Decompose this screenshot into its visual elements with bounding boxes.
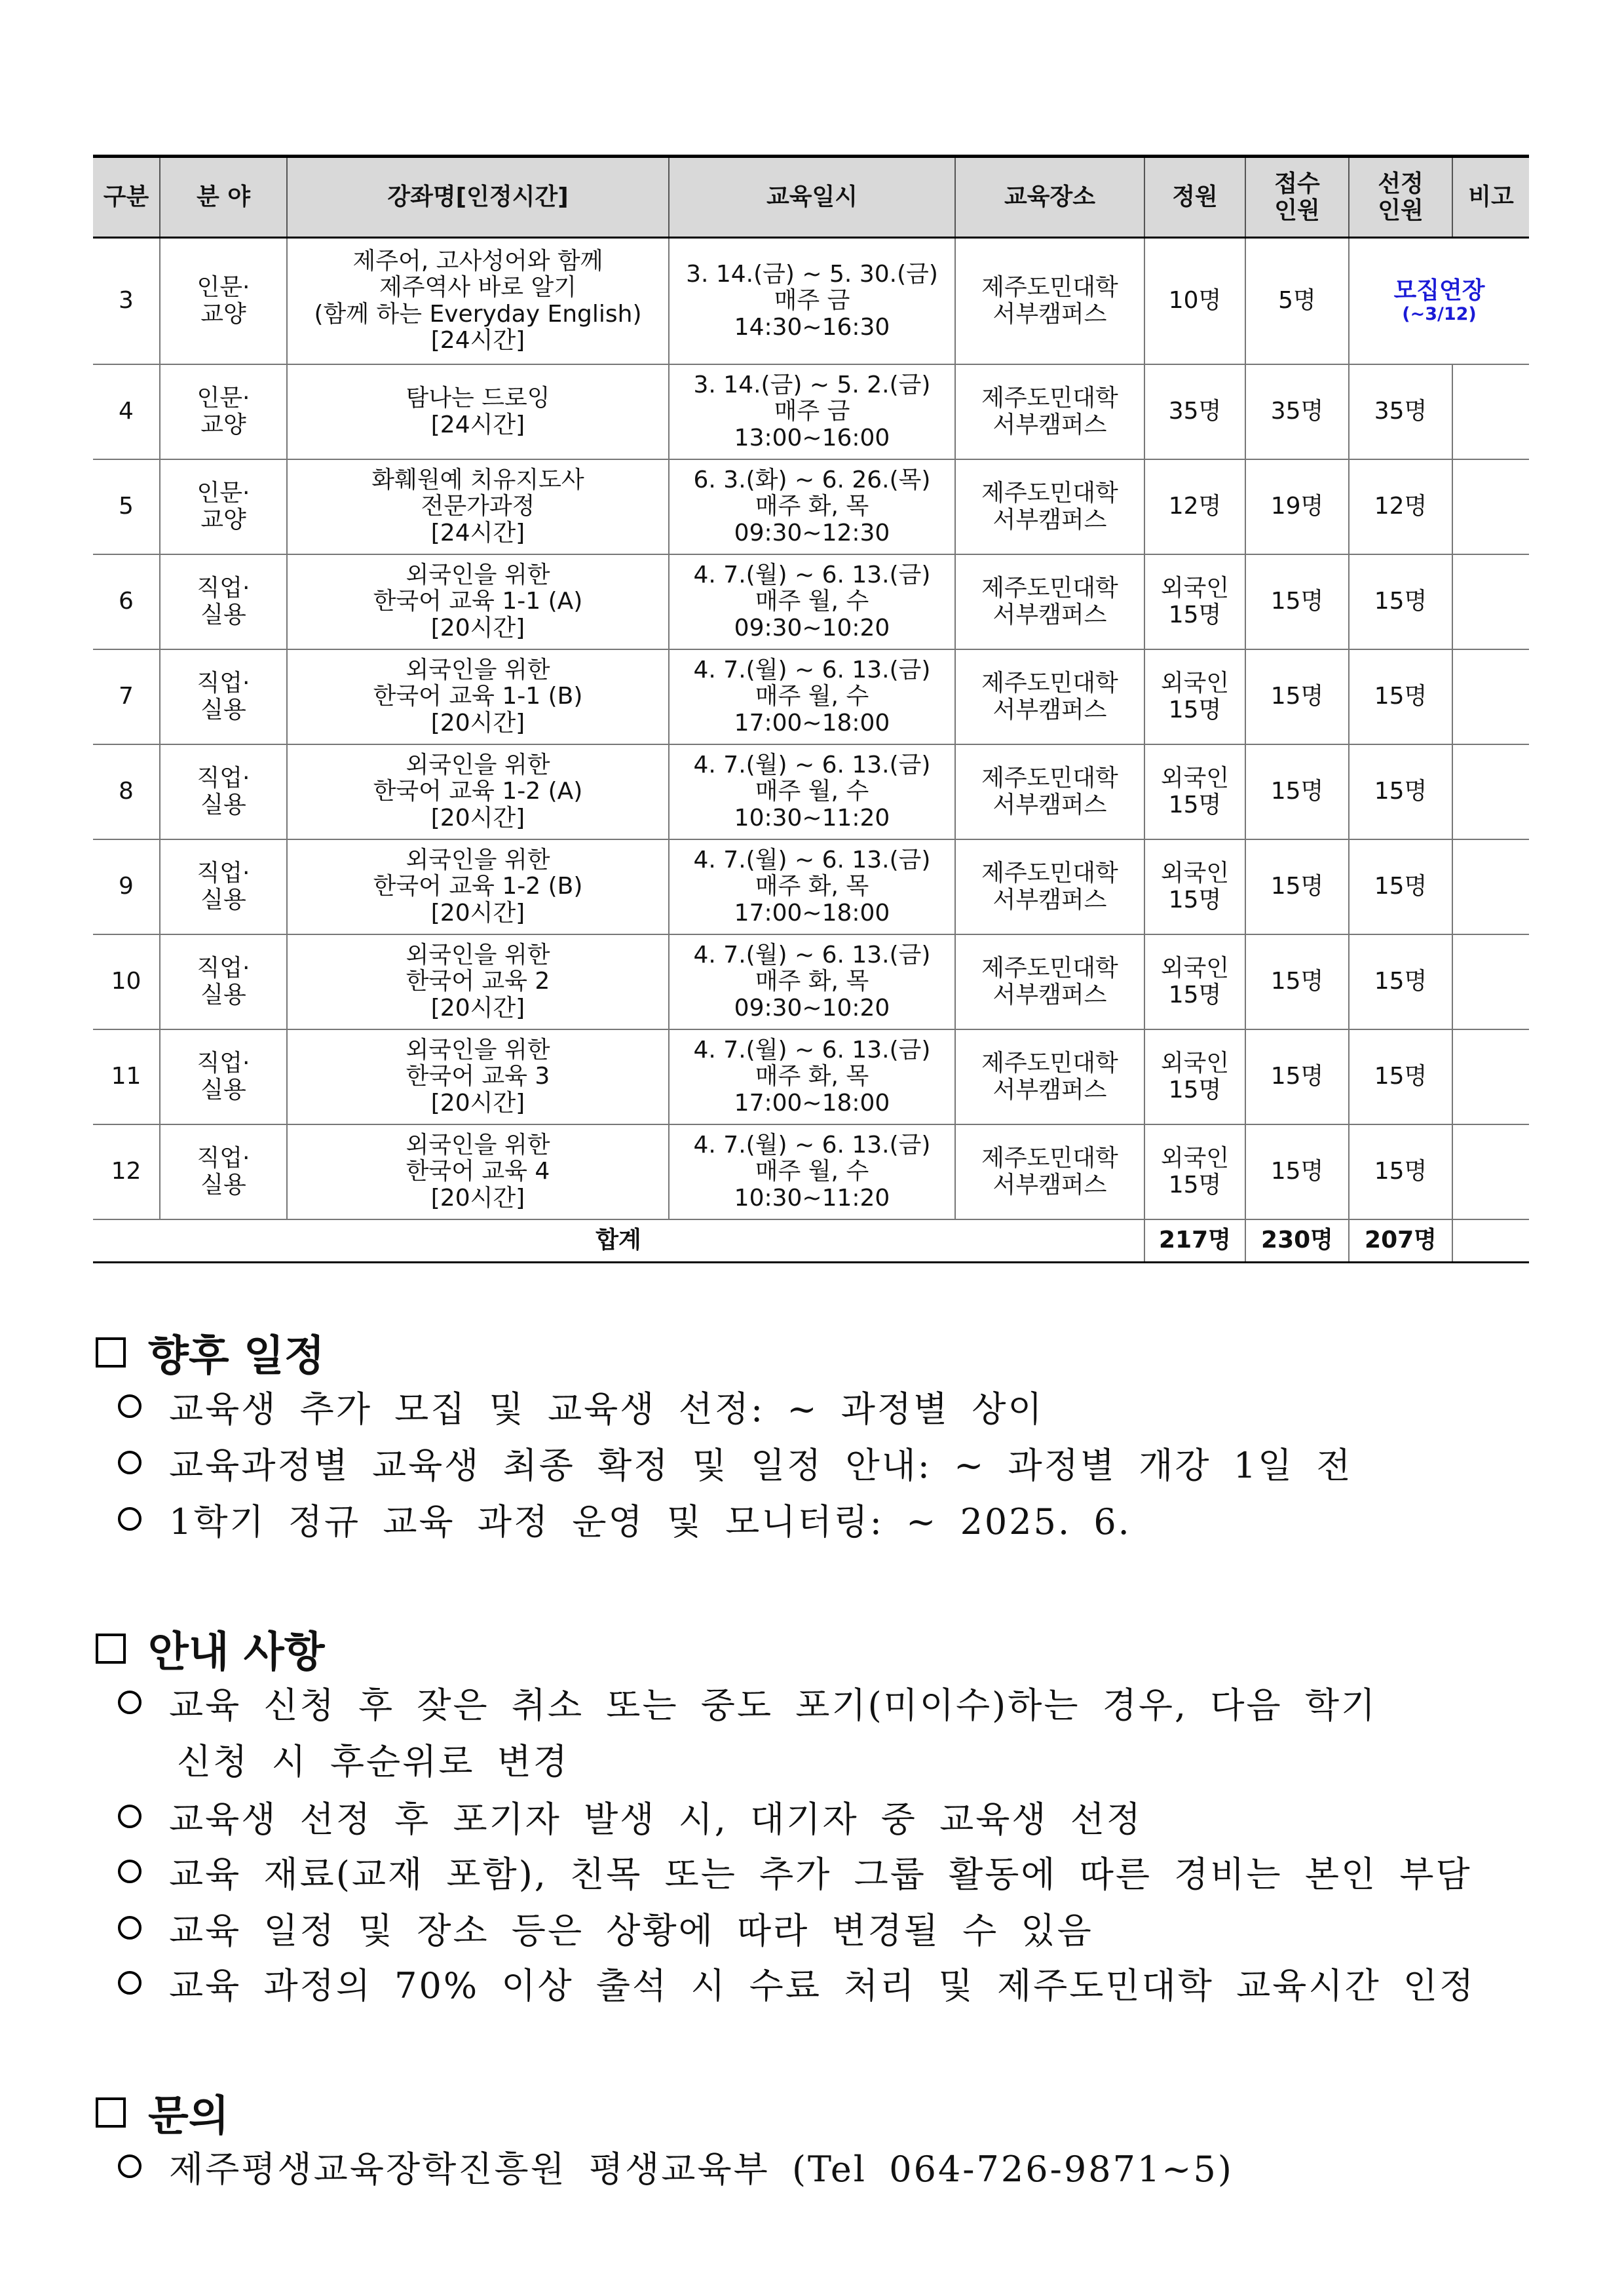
- course-cell-line: [24시간]: [430, 326, 525, 354]
- row-no: 11: [93, 1029, 160, 1124]
- place-cell-line: 제주도민대학: [981, 1050, 1118, 1077]
- header-selected: [1349, 157, 1452, 238]
- bullet-item: [118, 1846, 1472, 1897]
- field-cell-line: 실용: [200, 601, 246, 628]
- field-cell: [160, 744, 287, 839]
- header-selected-line2: 인원: [1378, 197, 1424, 224]
- place-cell-line: 서부캠퍼스: [992, 791, 1107, 818]
- total-selected: 207명: [1349, 1219, 1452, 1263]
- square-bullet-icon: [96, 1337, 126, 1368]
- schedule-cell-line: 09:30~10:20: [734, 994, 890, 1022]
- place-cell-line: 서부캠퍼스: [992, 886, 1107, 913]
- capacity-cell-line: 외국인: [1160, 765, 1230, 792]
- field-cell-line: 실용: [200, 696, 246, 723]
- course-cell: [287, 934, 669, 1029]
- table-row: [93, 649, 1529, 744]
- note-cell: [1452, 649, 1529, 744]
- bullet-item: [118, 2141, 1234, 2192]
- schedule-cell-line: 매주 월, 수: [755, 1158, 869, 1185]
- schedule-cell-line: 4. 7.(월) ~ 6. 13.(금): [693, 942, 931, 969]
- header-schedule: 교육일시: [669, 157, 955, 238]
- schedule-cell-line: 4. 7.(월) ~ 6. 13.(금): [693, 657, 931, 684]
- field-cell: [160, 1124, 287, 1219]
- schedule-cell: [669, 459, 955, 554]
- section-title-text: 향후 일정: [148, 1332, 325, 1381]
- field-cell-line: 실용: [200, 1171, 246, 1198]
- table-row: [93, 238, 1529, 365]
- table-header-row: [93, 157, 1529, 238]
- header-applied-line1: 접수: [1274, 170, 1320, 197]
- course-cell-line: 화훼원예 치유지도사: [371, 467, 584, 494]
- applied-cell: 19명: [1245, 459, 1349, 554]
- total-row: [93, 1219, 1529, 1263]
- field-cell-line: 직업·: [197, 1145, 250, 1172]
- header-place: 교육장소: [955, 157, 1144, 238]
- schedule-cell-line: 10:30~11:20: [734, 804, 890, 832]
- course-cell-line: 한국어 교육 1-1 (A): [373, 588, 583, 615]
- field-cell-line: 교양: [200, 411, 246, 438]
- field-cell-line: 실용: [200, 1076, 246, 1103]
- schedule-cell-line: 매주 금: [774, 287, 850, 315]
- square-bullet-icon: [96, 1634, 126, 1664]
- row-no: 12: [93, 1124, 160, 1219]
- course-cell-line: 제주역사 바로 알기: [379, 274, 577, 301]
- schedule-cell-line: 3. 14.(금) ~ 5. 30.(금): [686, 261, 938, 288]
- place-cell: [955, 459, 1144, 554]
- schedule-cell: [669, 1029, 955, 1124]
- section-title: [96, 1322, 325, 1383]
- schedule-cell: [669, 934, 955, 1029]
- bullet-text: 교육생 선정 후 포기자 발생 시, 대기자 중 교육생 선정: [169, 1799, 1143, 1840]
- capacity-cell: [1144, 839, 1245, 934]
- applied-cell: 15명: [1245, 934, 1349, 1029]
- schedule-cell-line: 09:30~10:20: [734, 614, 890, 641]
- capacity-cell: [1144, 238, 1245, 365]
- row-no: 10: [93, 934, 160, 1029]
- course-cell-line: [20시간]: [430, 709, 525, 737]
- circle-bullet-icon: [118, 2154, 142, 2178]
- note-cell: [1452, 839, 1529, 934]
- course-cell: [287, 238, 669, 365]
- course-cell: [287, 364, 669, 459]
- field-cell: [160, 934, 287, 1029]
- table-row: [93, 1124, 1529, 1219]
- course-cell-line: 탐나는 드로잉: [406, 385, 550, 412]
- applied-cell: 15명: [1245, 1029, 1349, 1124]
- field-cell-line: 교양: [200, 300, 246, 328]
- schedule-cell-line: 13:00~16:00: [734, 424, 890, 451]
- recruit-extended-label: 모집연장: [1393, 277, 1485, 305]
- capacity-cell: [1144, 554, 1245, 649]
- course-cell: [287, 459, 669, 554]
- selected-cell: 35명: [1349, 364, 1452, 459]
- capacity-cell-line: 15명: [1168, 791, 1222, 818]
- capacity-cell-line: 외국인: [1160, 670, 1230, 697]
- header-field: 분 야: [160, 157, 287, 238]
- capacity-cell: [1144, 934, 1245, 1029]
- place-cell-line: 제주도민대학: [981, 575, 1118, 602]
- header-capacity: 정원: [1144, 157, 1245, 238]
- table-row: [93, 554, 1529, 649]
- applied-cell: 15명: [1245, 554, 1349, 649]
- schedule-cell-line: 매주 월, 수: [755, 588, 869, 615]
- place-cell: [955, 1029, 1144, 1124]
- table-row: [93, 1029, 1529, 1124]
- capacity-cell: [1144, 1029, 1245, 1124]
- circle-bullet-icon: [118, 1691, 142, 1714]
- course-cell-line: [24시간]: [430, 411, 525, 438]
- schedule-cell: [669, 1124, 955, 1219]
- field-cell: [160, 554, 287, 649]
- course-table-body: [93, 238, 1529, 1263]
- schedule-cell: [669, 554, 955, 649]
- circle-bullet-icon: [118, 1805, 142, 1828]
- bullet-item: [118, 1791, 1142, 1842]
- course-cell: [287, 554, 669, 649]
- place-cell-line: 제주도민대학: [981, 480, 1118, 507]
- course-cell-line: 외국인을 위한: [406, 1037, 550, 1064]
- circle-bullet-icon: [118, 1451, 142, 1474]
- capacity-cell-line: 외국인: [1160, 955, 1230, 982]
- note-cell: [1452, 459, 1529, 554]
- total-applied: 230명: [1245, 1219, 1349, 1263]
- table-row: [93, 934, 1529, 1029]
- field-cell: [160, 839, 287, 934]
- field-cell-line: 교양: [200, 506, 246, 533]
- place-cell: [955, 744, 1144, 839]
- schedule-cell: [669, 649, 955, 744]
- course-cell-line: 한국어 교육 2: [406, 968, 550, 995]
- note-cell: [1452, 934, 1529, 1029]
- capacity-cell-line: 15명: [1168, 981, 1222, 1008]
- schedule-cell-line: 17:00~18:00: [734, 709, 890, 737]
- field-cell-line: 직업·: [197, 765, 250, 792]
- field-cell: [160, 649, 287, 744]
- total-label: 합계: [93, 1219, 1144, 1263]
- schedule-cell: [669, 744, 955, 839]
- course-cell-line: [20시간]: [430, 1184, 525, 1212]
- note-cell: [1452, 744, 1529, 839]
- capacity-cell-line: 12명: [1168, 493, 1222, 520]
- schedule-cell-line: 매주 화, 목: [755, 1063, 869, 1090]
- field-cell-line: 인문·: [197, 480, 250, 507]
- place-cell-line: 서부캠퍼스: [992, 601, 1107, 628]
- place-cell-line: 제주도민대학: [981, 385, 1118, 412]
- course-cell-line: 외국인을 위한: [406, 1132, 550, 1159]
- place-cell-line: 서부캠퍼스: [992, 300, 1107, 328]
- applied-cell: 15명: [1245, 744, 1349, 839]
- course-cell-line: [20시간]: [430, 804, 525, 832]
- bullet-text: 교육 재료(교재 포함), 친목 또는 추가 그룹 활동에 따른 경비는 본인 부담: [169, 1854, 1472, 1895]
- schedule-cell-line: 매주 화, 목: [755, 873, 869, 900]
- schedule-cell-line: 매주 금: [774, 398, 850, 425]
- capacity-cell-line: 15명: [1168, 886, 1222, 913]
- schedule-cell-line: 4. 7.(월) ~ 6. 13.(금): [693, 1132, 931, 1159]
- place-cell: [955, 238, 1144, 365]
- schedule-cell-line: 3. 14.(금) ~ 5. 2.(금): [693, 372, 931, 399]
- schedule-cell-line: 17:00~18:00: [734, 899, 890, 927]
- course-cell-line: 외국인을 위한: [406, 847, 550, 874]
- row-no: 6: [93, 554, 160, 649]
- place-cell-line: 제주도민대학: [981, 274, 1118, 301]
- bullet-item: [118, 1903, 1093, 1953]
- place-cell-line: 제주도민대학: [981, 1145, 1118, 1172]
- place-cell-line: 서부캠퍼스: [992, 1076, 1107, 1103]
- circle-bullet-icon: [118, 1971, 142, 1995]
- schedule-cell-line: 4. 7.(월) ~ 6. 13.(금): [693, 752, 931, 779]
- total-note: [1452, 1219, 1529, 1263]
- bullet-text: 1학기 정규 교육 과정 운영 및 모니터링: ~ 2025. 6.: [169, 1501, 1131, 1542]
- course-cell-line: 외국인을 위한: [406, 562, 550, 589]
- bullet-text: 교육생 추가 모집 및 교육생 선정: ~ 과정별 상이: [169, 1388, 1044, 1430]
- course-cell-line: 외국인을 위한: [406, 942, 550, 969]
- field-cell-line: 직업·: [197, 670, 250, 697]
- table-row: [93, 839, 1529, 934]
- field-cell-line: 실용: [200, 791, 246, 818]
- table-row: [93, 459, 1529, 554]
- course-cell-line: 전문가과정: [421, 493, 535, 520]
- header-no: 구분: [93, 157, 160, 238]
- course-cell-line: 한국어 교육 1-2 (B): [373, 873, 583, 900]
- circle-bullet-icon: [118, 1916, 142, 1940]
- bullet-text: 교육 신청 후 잦은 취소 또는 중도 포기(미이수)하는 경우, 다음 학기: [169, 1685, 1378, 1726]
- note-cell: [1452, 554, 1529, 649]
- circle-bullet-icon: [118, 1860, 142, 1883]
- row-no: 9: [93, 839, 160, 934]
- capacity-cell-line: 15명: [1168, 1171, 1222, 1198]
- course-cell-line: [20시간]: [430, 994, 525, 1022]
- circle-bullet-icon: [118, 1507, 142, 1531]
- table-row: [93, 364, 1529, 459]
- total-capacity: 217명: [1144, 1219, 1245, 1263]
- row-no: 4: [93, 364, 160, 459]
- bullet-item: [118, 1958, 1475, 2008]
- schedule-cell-line: 매주 월, 수: [755, 683, 869, 710]
- capacity-cell-line: 외국인: [1160, 860, 1230, 887]
- field-cell-line: 실용: [200, 886, 246, 913]
- bullet-continuation: 신청 시 후순위로 변경: [177, 1741, 569, 1782]
- field-cell-line: 직업·: [197, 955, 250, 982]
- section-title-text: 문의: [148, 2092, 229, 2141]
- schedule-cell-line: 4. 7.(월) ~ 6. 13.(금): [693, 847, 931, 874]
- header-note: 비고: [1452, 157, 1529, 238]
- capacity-cell-line: 15명: [1168, 1076, 1222, 1103]
- field-cell: [160, 364, 287, 459]
- circle-bullet-icon: [118, 1394, 142, 1418]
- section-title: [96, 1618, 325, 1679]
- bullet-item: [118, 1494, 1131, 1544]
- field-cell-line: 실용: [200, 981, 246, 1008]
- schedule-cell-line: 매주 화, 목: [755, 493, 869, 520]
- applied-cell: 5명: [1245, 238, 1349, 365]
- capacity-cell-line: 외국인: [1160, 575, 1230, 602]
- applied-cell: 15명: [1245, 1124, 1349, 1219]
- row-no: 8: [93, 744, 160, 839]
- place-cell: [955, 649, 1144, 744]
- course-cell-line: 한국어 교육 1-1 (B): [373, 683, 583, 710]
- field-cell-line: 인문·: [197, 274, 250, 301]
- capacity-cell-line: 10명: [1168, 287, 1222, 315]
- row-no: 7: [93, 649, 160, 744]
- recruit-extended-date: (~3/12): [1402, 303, 1477, 324]
- schedule-cell-line: 14:30~16:30: [734, 313, 890, 341]
- schedule-cell-line: 4. 7.(월) ~ 6. 13.(금): [693, 562, 931, 589]
- selected-cell: 15명: [1349, 934, 1452, 1029]
- selected-cell: 15명: [1349, 1124, 1452, 1219]
- place-cell-line: 서부캠퍼스: [992, 506, 1107, 533]
- schedule-cell: [669, 839, 955, 934]
- field-cell: [160, 459, 287, 554]
- place-cell-line: 서부캠퍼스: [992, 696, 1107, 723]
- place-cell: [955, 364, 1144, 459]
- bullet-item: [118, 1677, 1377, 1728]
- field-cell-line: 인문·: [197, 385, 250, 412]
- selected-cell: 15명: [1349, 1029, 1452, 1124]
- bullet-text: 교육과정별 교육생 최종 확정 및 일정 안내: ~ 과정별 개강 1일 전: [169, 1445, 1353, 1486]
- bullet-text: 교육 과정의 70% 이상 출석 시 수료 처리 및 제주도민대학 교육시간 인정: [169, 1965, 1476, 2006]
- place-cell-line: 서부캠퍼스: [992, 1171, 1107, 1198]
- course-cell: [287, 744, 669, 839]
- note-cell: [1452, 1029, 1529, 1124]
- course-cell-line: 제주어, 고사성어와 함께: [352, 247, 603, 275]
- field-cell: [160, 238, 287, 365]
- schedule-cell: [669, 364, 955, 459]
- applied-cell: 35명: [1245, 364, 1349, 459]
- course-cell-line: 한국어 교육 3: [406, 1063, 550, 1090]
- selected-cell: 15명: [1349, 554, 1452, 649]
- course-cell-line: 외국인을 위한: [406, 752, 550, 779]
- course-cell-line: [20시간]: [430, 614, 525, 641]
- schedule-cell: [669, 238, 955, 365]
- capacity-cell: [1144, 649, 1245, 744]
- place-cell-line: 제주도민대학: [981, 955, 1118, 982]
- schedule-cell-line: 17:00~18:00: [734, 1089, 890, 1117]
- capacity-cell-line: 15명: [1168, 696, 1222, 723]
- note-cell: [1452, 1124, 1529, 1219]
- field-cell-line: 직업·: [197, 860, 250, 887]
- capacity-cell: [1144, 744, 1245, 839]
- section-title-text: 안내 사항: [148, 1628, 325, 1677]
- header-course: 강좌명[인정시간]: [287, 157, 669, 238]
- capacity-cell-line: 외국인: [1160, 1145, 1230, 1172]
- place-cell-line: 제주도민대학: [981, 670, 1118, 697]
- course-cell-line: 한국어 교육 4: [406, 1158, 550, 1185]
- selected-cell: 15명: [1349, 839, 1452, 934]
- place-cell-line: 서부캠퍼스: [992, 411, 1107, 438]
- course-cell-line: [24시간]: [430, 519, 525, 546]
- section-title: [96, 2082, 229, 2143]
- header-applied-line2: 인원: [1274, 197, 1320, 224]
- place-cell: [955, 554, 1144, 649]
- course-cell-line: [20시간]: [430, 899, 525, 927]
- square-bullet-icon: [96, 2097, 126, 2128]
- course-table: [93, 155, 1529, 1263]
- selected-cell: 12명: [1349, 459, 1452, 554]
- header-applied: [1245, 157, 1349, 238]
- bullet-text: 제주평생교육장학진흥원 평생교육부 (Tel 064-726-9871~5): [169, 2149, 1234, 2190]
- bullet-item: [118, 1381, 1044, 1432]
- place-cell-line: 제주도민대학: [981, 765, 1118, 792]
- course-cell-line: 한국어 교육 1-2 (A): [373, 778, 583, 805]
- capacity-cell: [1144, 459, 1245, 554]
- note-cell: [1349, 238, 1529, 365]
- capacity-cell: [1144, 1124, 1245, 1219]
- course-cell-line: 외국인을 위한: [406, 657, 550, 684]
- capacity-cell: [1144, 364, 1245, 459]
- header-selected-line1: 선정: [1378, 170, 1424, 197]
- course-cell: [287, 1029, 669, 1124]
- place-cell-line: 제주도민대학: [981, 860, 1118, 887]
- schedule-cell-line: 09:30~12:30: [734, 519, 890, 546]
- applied-cell: 15명: [1245, 649, 1349, 744]
- place-cell-line: 서부캠퍼스: [992, 981, 1107, 1008]
- place-cell: [955, 839, 1144, 934]
- bullet-item: [118, 1438, 1353, 1488]
- field-cell: [160, 1029, 287, 1124]
- capacity-cell-line: 15명: [1168, 601, 1222, 628]
- course-cell: [287, 649, 669, 744]
- course-cell-line: (함께 하는 Everyday English): [314, 300, 642, 328]
- capacity-cell-line: 외국인: [1160, 1050, 1230, 1077]
- schedule-cell-line: 4. 7.(월) ~ 6. 13.(금): [693, 1037, 931, 1064]
- selected-cell: 15명: [1349, 744, 1452, 839]
- row-no: 5: [93, 459, 160, 554]
- course-cell: [287, 839, 669, 934]
- table-row: [93, 744, 1529, 839]
- row-no: 3: [93, 238, 160, 365]
- selected-cell: 15명: [1349, 649, 1452, 744]
- place-cell: [955, 934, 1144, 1029]
- capacity-cell-line: 35명: [1168, 398, 1222, 425]
- bullet-text: 교육 일정 및 장소 등은 상황에 따라 변경될 수 있음: [169, 1910, 1093, 1951]
- field-cell-line: 직업·: [197, 1050, 250, 1077]
- field-cell-line: 직업·: [197, 575, 250, 602]
- note-cell: [1452, 364, 1529, 459]
- applied-cell: 15명: [1245, 839, 1349, 934]
- place-cell: [955, 1124, 1144, 1219]
- schedule-cell-line: 매주 화, 목: [755, 968, 869, 995]
- schedule-cell-line: 매주 월, 수: [755, 778, 869, 805]
- schedule-cell-line: 6. 3.(화) ~ 6. 26.(목): [693, 467, 931, 494]
- schedule-cell-line: 10:30~11:20: [734, 1184, 890, 1212]
- course-cell: [287, 1124, 669, 1219]
- course-cell-line: [20시간]: [430, 1089, 525, 1117]
